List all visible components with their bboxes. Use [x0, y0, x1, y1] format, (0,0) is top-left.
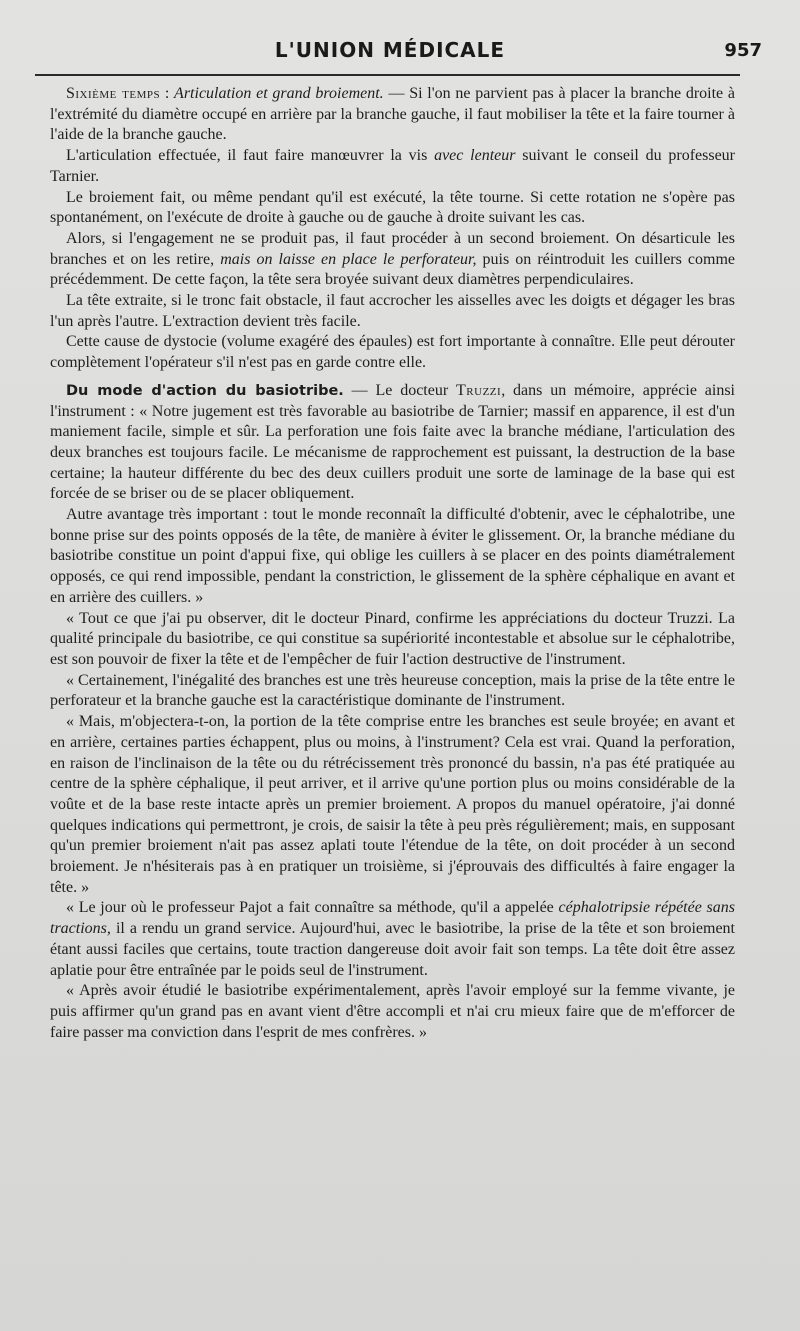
- section-subtitle: Articulation et grand broiement.: [174, 85, 384, 102]
- paragraph-text: La tête extraite, si le tronc fait obstacle, il faut accrocher les aisselles avec les doigts et dégager les bras l'un après l'autre. L'extraction devient très facile.: [50, 292, 735, 330]
- paragraph-text: Autre avantage très important : tout le monde reconnaît la difficulté d'obtenir, avec le céphalotribe, une bonne prise sur des points opposés de la tête, de manière à éviter le glissement. Or, la branche médiane du basiotribe constitue un point d'appui fixe, qui oblige les cuillers à se placer en des points diamétralement opposés, ce qui rend impossible, pendant la constriction, le glissement de la sphère céphalique en avant et en arrière des cuillers. »: [50, 506, 735, 606]
- paragraph-text: « Le jour où le professeur Pajot a fait connaître sa méthode, qu'il a appelée: [66, 899, 559, 917]
- paragraph-text: « Après avoir étudié le basiotribe expérimentalement, après l'avoir employé sur la femme vivante, je puis affirmer qu'un grand pas en avant vient d'être accompli et n'ai cru mieux faire que de m'efforcer de faire passer ma conviction dans l'esprit de mes confrères. »: [50, 982, 735, 1041]
- paragraph-tete-extraite: [50, 291, 735, 332]
- paragraph-text: Cette cause de dystocie (volume exagéré des épaules) est fort importante à connaître. Elle peut dérouter complètement l'opérateur s'il n'est pas en garde contre elle.: [50, 333, 735, 372]
- lead-separator: :: [160, 85, 175, 102]
- paragraph-mode-action: [50, 381, 735, 505]
- paragraph-articulation: [50, 146, 735, 187]
- emphasis: céphalotripsie répétée sans tractions,: [50, 899, 735, 938]
- paragraph-dystocie: [50, 332, 735, 373]
- paragraph-autre-avantage: [50, 505, 735, 609]
- paragraph-conclusion: [50, 981, 735, 1043]
- header-rule: [35, 74, 740, 76]
- paragraph-broiement: [50, 188, 735, 229]
- paragraph-text: — Si l'on ne parvient pas à placer la branche droite à l'extrémité du diamètre occupé en arrière par la branche gauche, il faut mobiliser la tête et la faire tourner à l'aide de la branche gauche.: [50, 85, 735, 144]
- page-number: 957: [724, 40, 762, 61]
- paragraph-text: puis on réintroduit les cuillers comme précédemment. De cette façon, la tête sera broyée suivant deux diamètres perpendiculaires.: [50, 250, 735, 289]
- paragraph-text: , dans un mémoire, apprécie ainsi l'instrument : « Notre jugement est très favorable au basiotribe de Tarnier; massif en apparence, il est d'un maniement facile, simple et sûr. La perforation une fois faite avec la branche médiane, l'articulation des deux branches est toujours facile. Le mécanisme de rapprochement est puissant, la destruction de la base certaine; la hauteur différente du bec des deux cuillers produit une sorte de laminage de la base qui est forcée de se briser ou de se placer obliquement.: [50, 381, 735, 503]
- paragraph-pajot: [50, 898, 735, 981]
- paragraph-text: « Mais, m'objectera-t-on, la portion de la tête comprise entre les branches est seule broyée; en avant et en arrière, certaines parties échappent, plus ou moins, à l'instrument? Cela est vrai. Quand la perforation, en raison de l'inclinaison de la tête ou du rétrécissement très prononcé du bassin, n'a pas été pratiquée au centre de la sphère céphalique, il peut arriver, et il arrive qu'une portion plus ou moins considérable de la voûte et de la base reste intacte après un premier broiement. A propos du manuel opératoire, j'ai donné quelques indications qui permettront, je crois, de saisir la tête à peu près régulièrement; mais, en supposant qu'un premier broiement n'ait pas assez aplati toute l'étendue de la tête, on doit procéder à un second broiement. Je n'hésiterais pas à en pratiquer un troisième, si j'éprouvais des difficultés à faire engager la tête. »: [50, 713, 735, 896]
- page-header: [30, 38, 762, 68]
- paragraph-text: — Le docteur: [343, 381, 457, 399]
- paragraph-pinard-quote: [50, 609, 735, 671]
- author-name: Truzzi: [456, 381, 502, 399]
- paragraph-text: « Tout ce que j'ai pu observer, dit le docteur Pinard, confirme les appréciations du docteur Truzzi. La qualité principale du basiotribe, ce qui constitue sa supériorité incontestable et absolue sur le céphalotribe, est son pouvoir de fixer la tête et de l'empêcher de fuir l'action destructive de l'instrument.: [50, 609, 735, 668]
- paragraph-text: Le broiement fait, ou même pendant qu'il est exécuté, la tête tourne. Si cette rotation ne s'opère pas spontanément, on l'exécute de droite à gauche ou de gauche à droite suivant les cas.: [50, 188, 735, 227]
- body-text: [50, 84, 735, 1043]
- paragraph-text: « Certainement, l'inégalité des branches est une très heureuse conception, mais la prise de la tête entre le perforateur et la branche gauche est la caractéristique dominante de l'instrument.: [50, 671, 735, 710]
- running-title: L'UNION MÉDICALE: [274, 38, 506, 62]
- paragraph-second-broiement: [50, 229, 735, 291]
- section-lead: Sixième temps: [66, 85, 161, 102]
- paragraph-objection: [50, 712, 735, 898]
- section-heading: Du mode d'action du basiotribe.: [66, 382, 344, 399]
- emphasis: mais on laisse en place le perforateur,: [220, 250, 477, 268]
- paragraph-text: Alors, si l'engagement ne se produit pas, il faut procéder à un second broiement. On désarticule les branches et on les retire,: [50, 229, 735, 268]
- paragraph-sixieme-temps: [50, 84, 735, 146]
- paragraph-text: il a rendu un grand service. Aujourd'hui, avec le basiotribe, la prise de la tête et son broiement étant aussi faciles que certains, toute traction dangereuse doit avoir fait son temps. La tête doit être assez aplatie pour être entraînée par le poids seul de l'instrument.: [50, 920, 735, 979]
- paragraph-certainement: [50, 671, 735, 712]
- emphasis: avec lenteur: [434, 147, 516, 165]
- paragraph-text: suivant le conseil du professeur Tarnier.: [50, 147, 736, 185]
- paragraph-text: L'articulation effectuée, il faut faire manœuvrer la vis: [66, 147, 435, 165]
